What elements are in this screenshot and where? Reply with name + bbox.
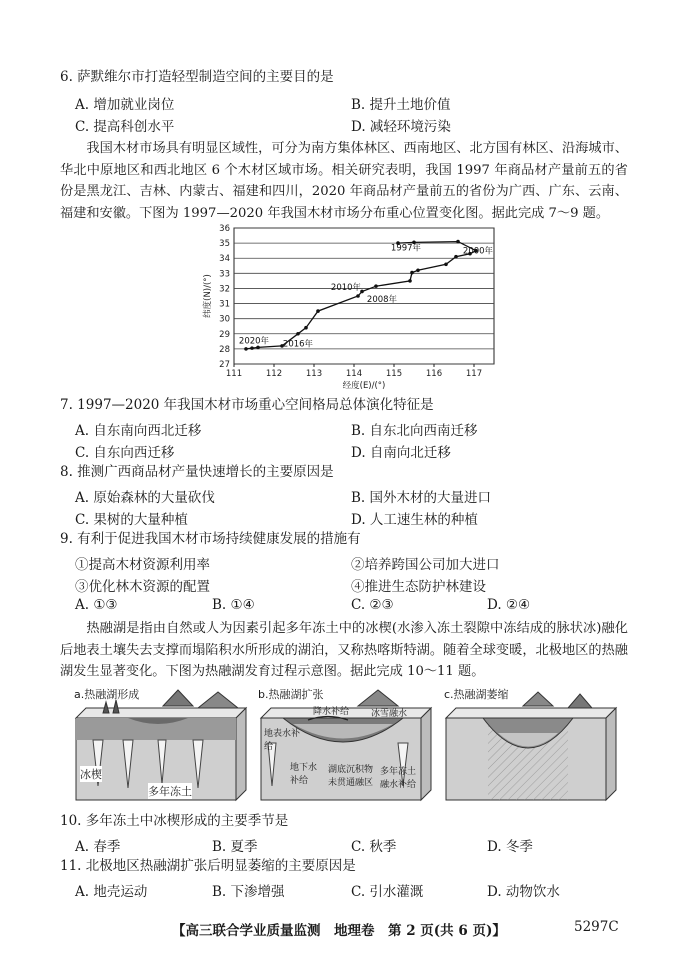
footer-code: 5297C <box>574 919 619 935</box>
panel-b-title: b.热融湖扩张 <box>258 688 324 701</box>
y-tick-label: 27 <box>219 360 230 370</box>
q6-option-c: C. 提高科创水平 <box>75 119 175 135</box>
q7-option-d: D. 自南向北迁移 <box>351 445 451 461</box>
label-groundwater: 地下水补给 <box>290 763 318 786</box>
footer-title: 【高三联合学业质量监测 地理卷 第 2 页(共 6 页)】 <box>172 923 506 939</box>
q6-stem: 6. 萨默维尔市打造轻型制造空间的主要目的是 <box>60 69 334 85</box>
label-precip: 降水补给 <box>313 707 350 717</box>
q9-item-4: ④推进生态防护林建设 <box>351 579 486 595</box>
q7-option-a: A. 自东南向西北迁移 <box>75 423 202 439</box>
plot-frame <box>234 228 494 364</box>
q11-option-c: C. 引水灌溉 <box>351 884 424 900</box>
passage-thermokarst: 热融湖是指由自然或人为因素引起多年冻土中的冰楔(水渗入冻土裂隙中冻结成的脉状冰)融化后地表土壤失去支撑而塌陷积水所形成的湖泊，又称热喀斯特湖。随着全球变暖，北极地区的热融湖发生显著变化。下图为热融湖发育过程示意图。据此完成 10～11 题。 <box>60 621 628 679</box>
q10-option-a: A. 春季 <box>75 839 121 855</box>
q9-item-1: ①提高木材资源利用率 <box>75 557 210 573</box>
q10-option-d: D. 冬季 <box>487 839 533 855</box>
centroid-point <box>304 326 308 330</box>
y-tick-label: 30 <box>219 314 230 325</box>
q6-option-d: D. 减轻环境污染 <box>351 119 451 135</box>
year-annotation: 2008年 <box>366 295 398 306</box>
timber-centroid-chart <box>200 222 500 390</box>
x-tick-label: 117 <box>465 369 483 379</box>
year-annotation: 2020年 <box>238 336 270 347</box>
x-tick-label: 116 <box>425 369 443 379</box>
q6-option-b: B. 提升土地价值 <box>351 97 451 113</box>
centroid-point <box>316 309 320 313</box>
label-ice-wedge: 冰楔 <box>80 768 102 781</box>
centroid-point <box>454 255 458 259</box>
q7-option-b: B. 自东北向西南迁移 <box>351 423 478 439</box>
x-tick-label: 111 <box>225 369 243 379</box>
year-annotation: 2000年 <box>462 246 494 257</box>
panel-c <box>446 692 616 800</box>
centroid-point <box>296 332 300 336</box>
centroid-point <box>416 269 420 273</box>
q8-option-a: A. 原始森林的大量砍伐 <box>75 490 215 506</box>
q9-item-3: ③优化林木资源的配置 <box>75 579 210 595</box>
year-annotation: 1997年 <box>390 243 422 254</box>
q8-option-c: C. 果树的大量种植 <box>75 512 188 528</box>
x-axis-label: 经度(E)/(°) <box>342 381 386 390</box>
q6-option-a: A. 增加就业岗位 <box>75 97 175 113</box>
q7-option-c: C. 自东向西迁移 <box>75 445 175 461</box>
label-deep: 多年冻土融水补给 <box>380 767 417 790</box>
year-annotation: 2010年 <box>330 282 362 293</box>
q10-stem: 10. 多年冻土中冰楔形成的主要季节是 <box>60 813 289 829</box>
q9-option-d: D. ②④ <box>487 597 531 613</box>
q8-option-d: D. 人工速生林的种植 <box>351 512 478 528</box>
year-annotation: 2016年 <box>282 339 314 350</box>
q11-stem: 11. 北极地区热融湖扩张后明显萎缩的主要原因是 <box>60 858 356 874</box>
thermokarst-diagram <box>68 688 628 806</box>
centroid-point <box>356 294 360 298</box>
q10-option-b: B. 夏季 <box>212 839 258 855</box>
q9-item-2: ②培养跨国公司加大进口 <box>351 557 500 573</box>
q11-option-d: D. 动物饮水 <box>487 884 560 900</box>
y-tick-label: 33 <box>219 269 230 280</box>
q10-option-c: C. 秋季 <box>351 839 397 855</box>
centroid-point <box>250 346 254 350</box>
centroid-point <box>456 240 460 244</box>
y-tick-label: 29 <box>219 329 230 340</box>
y-tick-label: 31 <box>219 299 230 310</box>
centroid-point <box>410 271 414 275</box>
x-tick-label: 113 <box>305 369 323 379</box>
y-axis-label: 纬度(N)/(°) <box>203 274 213 318</box>
y-tick-label: 34 <box>219 254 230 265</box>
q9-option-b: B. ①④ <box>212 597 255 613</box>
centroid-point <box>408 279 412 283</box>
y-tick-label: 36 <box>219 224 230 234</box>
q9-stem: 9. 有利于促进我国木材市场持续健康发展的措施有 <box>60 531 361 547</box>
centroid-point <box>374 284 378 288</box>
panel-c-title: c.热融湖萎缩 <box>444 688 509 701</box>
centroid-track-line <box>246 242 476 349</box>
y-tick-label: 28 <box>219 344 230 355</box>
panel-a-title: a.热融湖形成 <box>74 688 140 701</box>
passage-timber-market: 我国木材市场具有明显区域性，可分为南方集体林区、西南地区、北方国有林区、沿海城市、华北中原地区和西北地区 6 个木材区域市场。相关研究表明，我国 1997 年商品材产量前五的省份是黑龙江、吉林、内蒙古、福建和四川，2020 年商品材产量前五的省份为广西、广东、云南、福建和安徽。下图为 1997—2020 年我国木材市场分布重心位置变化图。据此完成 7～9 题。 <box>60 141 628 221</box>
x-tick-label: 112 <box>265 369 283 379</box>
label-permafrost: 多年冻土 <box>148 785 192 798</box>
q9-option-c: C. ②③ <box>351 597 394 613</box>
label-snowmelt: 冰雪融水 <box>371 709 408 719</box>
centroid-point <box>244 347 248 351</box>
q9-option-a: A. ①③ <box>75 597 118 613</box>
label-bottom: 湖底沉积物未贯通融区 <box>328 765 374 788</box>
q7-stem: 7. 1997—2020 年我国木材市场重心空间格局总体演化特征是 <box>60 397 434 413</box>
y-tick-label: 35 <box>219 239 230 250</box>
q8-stem: 8. 推测广西商品材产量快速增长的主要原因是 <box>60 464 334 480</box>
centroid-point <box>444 262 448 266</box>
q8-option-b: B. 国外木材的大量进口 <box>351 490 492 506</box>
x-tick-label: 115 <box>385 369 403 379</box>
x-tick-label: 114 <box>345 369 363 379</box>
y-tick-label: 32 <box>219 284 230 295</box>
q11-option-b: B. 下渗增强 <box>212 884 285 900</box>
q11-option-a: A. 地壳运动 <box>75 884 148 900</box>
label-surface: 地表水补给 <box>264 729 301 752</box>
